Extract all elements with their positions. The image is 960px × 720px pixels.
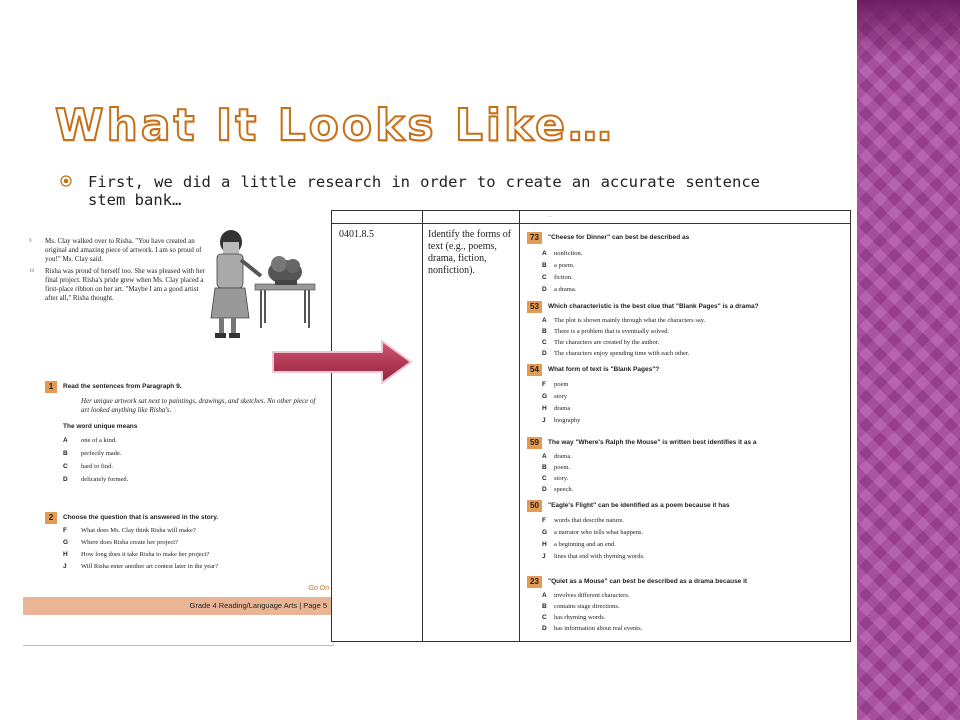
standards-table-image — [331, 210, 851, 642]
question-number-badge: 1 — [45, 381, 57, 393]
item-stem: "Eagle's Flight" can be identified as a poem because it has — [548, 502, 730, 509]
paragraph-number: 10 — [29, 269, 34, 274]
answer-option: F words that describe nature. — [542, 517, 625, 524]
answer-option: G a narrator who tells what happens. — [542, 529, 644, 536]
girl-with-sculpture-illustration — [203, 228, 323, 343]
item-number-badge: 73 — [527, 232, 542, 244]
item-stem: Which characteristic is the best clue that "Blank Pages" is a drama? — [548, 303, 759, 310]
bullet-text: First, we did a little research in order to create an accurate sentence stem bank… — [88, 173, 760, 209]
answer-option: B poem. — [542, 464, 571, 471]
item-stem: "Quiet as a Mouse" can best be described as a drama because it — [548, 578, 748, 585]
answer-option: J Will Risha enter another art contest later in the year? — [63, 563, 219, 570]
question-stem: Choose the question that is answered in the story. — [63, 514, 219, 521]
page-footer-text: Grade 4 Reading/Language Arts | Page 5 — [189, 601, 327, 610]
item-number-badge: 23 — [527, 576, 542, 588]
answer-option: G story — [542, 393, 567, 400]
answer-option: J biography — [542, 417, 581, 424]
table-row-divider — [332, 223, 850, 224]
answer-option: H How long does it take Risha to make her project? — [63, 551, 210, 558]
answer-option: D a drama. — [542, 286, 577, 293]
answer-option: H drama — [542, 405, 571, 412]
answer-option: B contains stage directions. — [542, 603, 620, 610]
item-stem: What form of text is "Blank Pages"? — [548, 366, 660, 373]
right-arrow-icon — [270, 338, 415, 386]
standard-description: Identify the forms of text (e.g., poems, drama, fiction, nonfiction). — [428, 229, 512, 276]
question-excerpt: Her unique artwork sat next to paintings, drawings, and sketches. No other piece of art looked anything like Risha's. — [81, 397, 316, 414]
question-stem: Read the sentences from Paragraph 9. — [63, 383, 182, 390]
item-number-badge: 50 — [527, 500, 542, 512]
go-on-label: Go On — [308, 585, 329, 592]
slide-title: What It Looks Like… — [55, 100, 615, 151]
question-prompt: The word unique means — [63, 423, 138, 430]
answer-option: G Where does Risha create her project? — [63, 539, 178, 546]
circle-bullet-icon — [60, 175, 72, 187]
answer-option: C has rhyming words. — [542, 614, 606, 621]
answer-option: D speech. — [542, 486, 574, 493]
question-number-badge: 2 — [45, 512, 57, 524]
item-stem: "Cheese for Dinner" can best be described as — [548, 234, 690, 241]
answer-option: C story. — [542, 475, 569, 482]
answer-option: J lines that end with rhyming words. — [542, 553, 645, 560]
paragraph-number: 9 — [29, 239, 32, 244]
story-paragraph: Ms. Clay walked over to Risha. "You have created an original and amazing piece of artwork. I am so proud of you!" Ms. Clay said. — [45, 237, 202, 263]
table-column-divider — [422, 211, 423, 641]
answer-option: C hard to find. — [63, 463, 113, 470]
answer-option: A nonfiction. — [542, 250, 583, 257]
answer-option: D has information about real events. — [542, 625, 643, 632]
item-number-badge: 54 — [527, 364, 542, 376]
answer-option: B a poem. — [542, 262, 575, 269]
answer-option: C fiction. — [542, 274, 573, 281]
page-footer-bar — [23, 597, 333, 615]
item-number-badge: 59 — [527, 437, 542, 449]
test-page-image — [23, 225, 334, 646]
answer-option: A The plot is shown mainly through what the characters say. — [542, 317, 706, 324]
cropped-top-row-text: ... — [547, 213, 552, 219]
answer-option: A drama. — [542, 453, 572, 460]
answer-option: D The characters enjoy spending time with each other. — [542, 350, 690, 357]
item-number-badge: 53 — [527, 301, 542, 313]
answer-option: B perfectly made. — [63, 450, 122, 457]
answer-option: A involves different characters. — [542, 592, 630, 599]
standard-code: 0401.8.5 — [339, 229, 374, 240]
answer-option: F What does Ms. Clay think Risha will make? — [63, 527, 196, 534]
answer-option: A one of a kind. — [63, 437, 117, 444]
answer-option: D delicately formed. — [63, 476, 129, 483]
decorative-band-shade — [857, 0, 960, 60]
answer-option: H a beginning and an end. — [542, 541, 616, 548]
answer-option: F poem — [542, 381, 569, 388]
decorative-side-band — [857, 0, 960, 720]
item-stem: The way "Where's Ralph the Mouse" is written best identifies it as a — [548, 439, 757, 446]
answer-option: B There is a problem that is eventually solved. — [542, 328, 670, 335]
answer-option: C The characters are created by the author. — [542, 339, 660, 346]
story-paragraph: Risha was proud of herself too. She was pleased with her final project. Risha's pride grew when Ms. Clay placed a first-place ribbon on her art. "Maybe I am a good artist after all," Risha thought. — [45, 267, 205, 302]
